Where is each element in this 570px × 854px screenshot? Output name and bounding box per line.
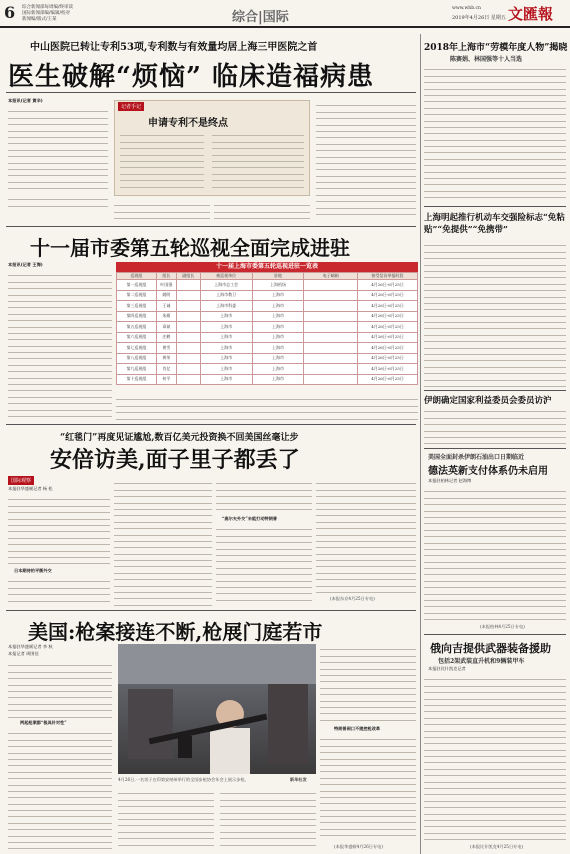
abe-subhead: 日本期待的平衡外交	[14, 568, 52, 573]
table-cell: 4月26日-6月25日	[358, 290, 418, 301]
table-row	[117, 280, 418, 291]
table-cell	[304, 280, 358, 291]
table-cell: 第十巡视组	[117, 374, 157, 385]
table-cell: 叶国强	[156, 280, 176, 291]
table-cell: 第五巡视组	[117, 322, 157, 333]
table-cell: 上海市	[252, 301, 304, 312]
divider	[424, 634, 566, 635]
table-cell: 姚明	[156, 290, 176, 301]
divider	[6, 424, 416, 425]
table-cell	[304, 301, 358, 312]
inspection-table	[116, 272, 418, 385]
right-story4-byline: 本报驻柏林记者 赵海博	[428, 478, 472, 483]
table-cell: 上海市	[252, 332, 304, 343]
table-cell	[304, 343, 358, 354]
column-header: 电子邮箱	[304, 273, 358, 280]
table-cell: 4月26日-6月25日	[358, 301, 418, 312]
credit-line: 国际新闻部编/编辑/校对	[22, 11, 71, 16]
column-header: 接受信访举报时段	[358, 273, 418, 280]
table-cell	[176, 374, 200, 385]
inspection-body-col1	[8, 270, 112, 420]
table-cell: 上海市	[200, 364, 252, 375]
issue-date: 2019年4月26日 星期五	[452, 15, 506, 21]
guns-body-col3	[220, 788, 316, 850]
table-row	[117, 311, 418, 322]
abe-kicker: “红毯门”再度见证尴尬,数百亿美元投资换不回美国丝毫让步	[60, 433, 299, 443]
table-cell: 庄鹤	[156, 332, 176, 343]
table-cell	[304, 311, 358, 322]
column-header: 巡视组	[117, 273, 157, 280]
guns-subhead: 特朗普闹口不提控枪改革	[334, 726, 381, 731]
table-row	[117, 364, 418, 375]
table-cell: 上海市教卫	[200, 290, 252, 301]
inspection-headline: 十一届市委第五轮巡视全面完成进驻	[30, 236, 350, 260]
abe-footer: (本报东京4月25日专电)	[330, 596, 375, 601]
right-story1-title: 2018年上海市“劳模年度人物”揭晓	[424, 43, 568, 53]
right-story3-body	[424, 406, 566, 446]
table-row	[117, 343, 418, 354]
table-cell: 第六巡视组	[117, 332, 157, 343]
table-cell	[304, 332, 358, 343]
guns-footer: (本报华盛顿4月26日专电)	[334, 844, 383, 849]
table-cell: 4月26日-6月25日	[358, 353, 418, 364]
table-cell: 4月26日-6月25日	[358, 343, 418, 354]
abe-body-col2	[114, 478, 212, 606]
table-cell	[304, 322, 358, 333]
table-cell: 何平	[156, 374, 176, 385]
table-cell: 第七巡视组	[117, 343, 157, 354]
inspection-table-title: 十一届上海市委第五轮巡视进驻一览表	[116, 262, 418, 272]
column-header: 组长	[156, 273, 176, 280]
top-story-body-col4	[214, 200, 310, 222]
table-cell: 上海市	[200, 322, 252, 333]
top-story-kicker: 中山医院已转让专利53项,专利数与有效量均居上海三甲医院之首	[30, 42, 318, 53]
right-story4-body	[424, 486, 566, 622]
column-header: 驻地	[252, 273, 304, 280]
right-story5-sub: 包括2架武装直升机和9辆装甲车	[438, 658, 525, 665]
table-cell: 第九巡视组	[117, 364, 157, 375]
table-cell: 上海市总工会	[200, 280, 252, 291]
guns-byline: 本报记者 周围佳	[8, 651, 39, 656]
table-cell: 上海市	[252, 311, 304, 322]
inspection-body-col2	[116, 394, 418, 420]
right-story2-body	[424, 240, 566, 388]
right-story5-footer: (本报比什凯克4月25日专电)	[470, 844, 524, 849]
table-cell	[304, 374, 358, 385]
abe-body-col1	[8, 494, 110, 566]
table-cell: 黄荣	[156, 353, 176, 364]
table-cell	[176, 280, 200, 291]
table-cell: 上海市	[252, 353, 304, 364]
newspaper-logo: 文匯報	[508, 5, 554, 23]
divider	[424, 390, 566, 391]
table-cell: 4月26日-6月25日	[358, 322, 418, 333]
guns-headline: 美国:枪案接连不断,枪展门庭若市	[28, 620, 323, 644]
table-cell: 王诚	[156, 301, 176, 312]
abe-byline: 本报驻华盛顿记者 杨 松	[8, 486, 53, 491]
table-cell: 4月26日-6月25日	[358, 311, 418, 322]
table-cell: 上海市	[200, 353, 252, 364]
site-url: www.whb.cn	[452, 6, 481, 11]
divider	[6, 610, 416, 611]
table-cell: 4月26日-6月25日	[358, 364, 418, 375]
table-cell: 第三巡视组	[117, 301, 157, 312]
table-cell: 黄雪	[156, 343, 176, 354]
table-cell	[176, 353, 200, 364]
international-tag: 国际观察	[8, 476, 34, 485]
abe-subhead: “高尔夫外交”未能打动特朗普	[222, 516, 278, 521]
reporter-notes-title: 申请专利不是终点	[148, 118, 228, 129]
guns-byline: 本报驻华盛顿记者 李 秋	[8, 644, 53, 649]
table-cell: 4月26日-6月25日	[358, 332, 418, 343]
credit-line: 新闻编/版式/王某	[22, 17, 57, 22]
divider	[424, 448, 566, 449]
table-cell	[176, 364, 200, 375]
table-cell	[176, 301, 200, 312]
divider	[6, 226, 416, 227]
table-cell: 第一巡视组	[117, 280, 157, 291]
table-header-row	[117, 273, 418, 280]
table-row	[117, 332, 418, 343]
abe-body-col4	[316, 478, 416, 594]
divider	[424, 206, 566, 207]
table-cell: 上海市	[252, 343, 304, 354]
right-story5-byline: 本报驻比什凯克记者	[428, 666, 466, 671]
table-cell	[176, 322, 200, 333]
divider	[6, 92, 416, 93]
photo-caption: 4月26日,一名男子在印第安纳州举行的全国步枪协会年会上展示步枪。	[118, 777, 249, 782]
table-cell: 上海市	[200, 374, 252, 385]
top-story-headline: 医生破解“烦恼” 临床造福病患	[8, 62, 374, 92]
guns-body-col4b	[320, 734, 416, 842]
table-cell	[304, 353, 358, 364]
top-story-byline: 本报讯(记者 黄辛)	[8, 98, 43, 103]
table-cell	[304, 364, 358, 375]
table-cell: 第八巡视组	[117, 353, 157, 364]
table-cell: 章斌	[156, 322, 176, 333]
table-cell	[176, 290, 200, 301]
reporter-notes-body	[120, 130, 204, 192]
abe-headline: 安倍访美,面子里子都丢了	[50, 447, 300, 473]
reporter-notes-tag: 记者手记	[118, 102, 144, 111]
table-cell	[176, 311, 200, 322]
table-row	[117, 322, 418, 333]
gun-show-photo	[118, 644, 316, 774]
table-cell: 4月26日-6月25日	[358, 374, 418, 385]
top-story-body-col3	[114, 200, 210, 222]
table-row	[117, 290, 418, 301]
top-story-body-col1	[8, 106, 108, 190]
table-cell: 4月26日-6月25日	[358, 280, 418, 291]
table-cell: 上海市	[252, 290, 304, 301]
photo-credit: 新华社发	[290, 777, 307, 782]
top-story-body-col2	[8, 194, 108, 210]
table-cell: 朱雁	[156, 311, 176, 322]
right-story4-title: 德法英新支付体系仍未启用	[428, 466, 548, 477]
guns-body-col2	[118, 788, 214, 850]
section-title: 综合|国际	[232, 10, 289, 25]
right-story1-sub: 陈赛娟、林国强等十人当选	[450, 56, 523, 63]
table-cell: 上海市	[252, 374, 304, 385]
guns-body-col4	[320, 644, 416, 724]
table-cell: 第四巡视组	[117, 311, 157, 322]
table-cell	[176, 332, 200, 343]
photo-illustration	[118, 644, 316, 774]
right-story5-title: 俄向吉提供武器装备援助	[430, 642, 551, 655]
column-header: 被巡视单位	[200, 273, 252, 280]
table-cell: 第二巡视组	[117, 290, 157, 301]
right-story3-title: 伊朗确定国家利益委员会委员访沪	[424, 396, 552, 406]
credit-line: 综合新闻部每周编/终审读	[22, 5, 74, 10]
page-number: 6	[4, 3, 16, 22]
reporter-notes-body	[212, 130, 304, 192]
right-story5-body	[424, 674, 566, 842]
top-story-body-col5	[316, 100, 416, 222]
table-cell: 上海市	[252, 364, 304, 375]
right-story4-kicker: 美国全面封杀伊朗石油出口日期临近	[428, 454, 525, 461]
abe-body-col3	[216, 478, 312, 514]
editorial-credits	[22, 5, 172, 23]
table-cell	[176, 343, 200, 354]
right-story1-body	[424, 64, 566, 202]
table-cell: 上海市科委	[200, 301, 252, 312]
table-cell: 上海市	[200, 343, 252, 354]
abe-body-col1b	[8, 576, 110, 606]
table-row	[117, 374, 418, 385]
guns-body-col1b	[8, 728, 112, 852]
table-row	[117, 353, 418, 364]
table-row	[117, 301, 418, 312]
abe-body-col3b	[216, 524, 312, 606]
right-story4-footer: (本报柏林4月25日专电)	[480, 624, 525, 629]
table-cell: 上海机场	[252, 280, 304, 291]
table-cell: 上海市	[200, 311, 252, 322]
table-cell: 肖亿	[156, 364, 176, 375]
column-header: 副组长	[176, 273, 200, 280]
table-cell: 上海市	[200, 332, 252, 343]
page-header	[0, 0, 570, 28]
right-story2-title: 上海明起推行机动车交强险标志“免粘贴”“免提供”“免携带”	[424, 213, 565, 235]
guns-subhead: 两起枪案都“极具针对性”	[20, 720, 67, 725]
table-cell	[304, 290, 358, 301]
table-cell: 上海市	[252, 322, 304, 333]
guns-body-col1	[8, 660, 112, 718]
inspection-byline: 本报讯(记者 王海)	[8, 262, 43, 267]
column-rule	[420, 34, 421, 854]
